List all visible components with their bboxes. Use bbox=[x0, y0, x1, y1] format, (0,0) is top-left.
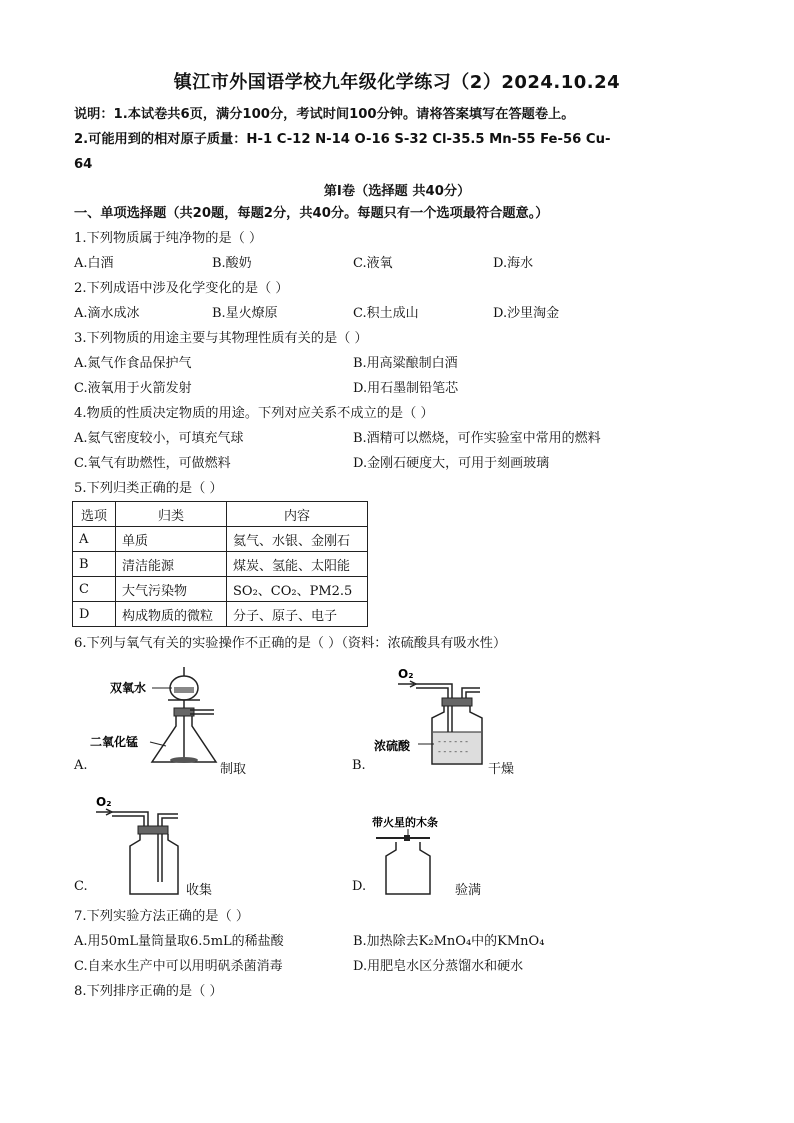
question-5-stem: 5.下列归类正确的是（ ） bbox=[74, 481, 223, 496]
svg-text:- - - - - -: - - - - - - bbox=[438, 737, 469, 746]
table-row bbox=[73, 527, 368, 552]
question-3-option-d: D.用石墨制铅笔芯 bbox=[353, 381, 459, 396]
drying-bottle-apparatus bbox=[368, 660, 498, 772]
figure-a-caption: 制取 bbox=[220, 762, 247, 777]
question-7-option-a: A.用50mL量筒量取6.5mL的稀盐酸 bbox=[74, 934, 284, 949]
atomic-mass-note-cont: 64 bbox=[74, 157, 93, 172]
question-2-stem: 2.下列成语中涉及化学变化的是（ ） bbox=[74, 281, 289, 296]
question-6-stem: 6.下列与氧气有关的实验操作不正确的是（ ）（资料：浓硫酸具有吸水性） bbox=[74, 636, 507, 651]
figure-c-label: C. bbox=[74, 879, 88, 894]
volume-title: 第Ⅰ卷（选择题 共40分） bbox=[323, 184, 471, 199]
label-sulfuric-acid: 浓硫酸 bbox=[374, 739, 411, 753]
table-cell: D bbox=[73, 602, 116, 627]
page-title: 镇江市外国语学校九年级化学练习（2）2024.10.24 bbox=[173, 72, 621, 93]
question-1-option-a: A.白酒 bbox=[74, 256, 114, 271]
figure-a-label: A. bbox=[74, 758, 88, 773]
table-cell: 清洁能源 bbox=[116, 552, 227, 577]
question-7-stem: 7.下列实验方法正确的是（ ） bbox=[74, 909, 250, 924]
table-cell: A bbox=[73, 527, 116, 552]
figure-b-label: B. bbox=[352, 758, 366, 773]
label-glowing-splint: 带火星的木条 bbox=[372, 816, 438, 829]
table-cell: 构成物质的微粒 bbox=[116, 602, 227, 627]
table-row bbox=[73, 602, 368, 627]
table-cell: B bbox=[73, 552, 116, 577]
label-oxygen: O₂ bbox=[398, 667, 414, 681]
figure-d-label: D. bbox=[352, 879, 367, 894]
classification-table bbox=[72, 501, 368, 627]
question-2-option-a: A.滴水成冰 bbox=[74, 306, 140, 321]
table-cell: 大气污染物 bbox=[116, 577, 227, 602]
question-2-option-b: B.星火燎原 bbox=[212, 306, 278, 321]
question-7-option-c: C.自来水生产中可以用明矾杀菌消毒 bbox=[74, 959, 283, 974]
question-4-option-d: D.金刚石硬度大，可用于刻画玻璃 bbox=[353, 456, 550, 471]
table-cell: 分子、原子、电子 bbox=[227, 602, 368, 627]
table-cell: 单质 bbox=[116, 527, 227, 552]
table-header: 归类 bbox=[116, 502, 227, 527]
question-2-option-c: C.积土成山 bbox=[353, 306, 419, 321]
table-header-row bbox=[73, 502, 368, 527]
table-header: 选项 bbox=[73, 502, 116, 527]
section-heading: 一、单项选择题（共20题，每题2分，共40分。每题只有一个选项最符合题意。） bbox=[74, 206, 549, 221]
table-row bbox=[73, 577, 368, 602]
question-1-stem: 1.下列物质属于纯净物的是（ ） bbox=[74, 231, 263, 246]
atomic-mass-note: 2.可能用到的相对原子质量：H-1 C-12 N-14 O-16 S-32 Cl-35.5 Mn-55 Fe-56 Cu- bbox=[74, 132, 611, 147]
question-7-option-d: D.用肥皂水区分蒸馏水和硬水 bbox=[353, 959, 524, 974]
table-header: 内容 bbox=[227, 502, 368, 527]
question-4-option-c: C.氧气有助燃性，可做燃料 bbox=[74, 456, 231, 471]
figure-b-caption: 干燥 bbox=[488, 762, 515, 777]
table-cell: C bbox=[73, 577, 116, 602]
question-1-option-c: C.液氧 bbox=[353, 256, 393, 271]
figure-d-caption: 验满 bbox=[455, 883, 482, 898]
table-cell: 氦气、水银、金刚石 bbox=[227, 527, 368, 552]
table-cell: 煤炭、氢能、太阳能 bbox=[227, 552, 368, 577]
figure-c-caption: 收集 bbox=[186, 883, 213, 898]
table-cell: SO₂、CO₂、PM2.5 bbox=[227, 577, 368, 602]
question-3-option-c: C.液氧用于火箭发射 bbox=[74, 381, 192, 396]
question-7-option-b: B.加热除去K₂MnO₄中的KMnO₄ bbox=[353, 934, 545, 949]
question-3-stem: 3.下列物质的用途主要与其物理性质有关的是（ ） bbox=[74, 331, 368, 346]
question-1-option-b: B.酸奶 bbox=[212, 256, 252, 271]
question-2-option-d: D.沙里淘金 bbox=[493, 306, 560, 321]
question-3-option-b: B.用高粱酿制白酒 bbox=[353, 356, 458, 371]
question-4-option-b: B.酒精可以燃烧，可作实验室中常用的燃料 bbox=[353, 431, 601, 446]
question-4-option-a: A.氦气密度较小，可填充气球 bbox=[74, 431, 244, 446]
label-manganese-dioxide: 二氧化锰 bbox=[90, 735, 139, 749]
question-3-option-a: A.氮气作食品保护气 bbox=[74, 356, 192, 371]
label-hydrogen-peroxide: 双氧水 bbox=[110, 681, 147, 695]
question-8-stem: 8.下列排序正确的是（ ） bbox=[74, 984, 223, 999]
table-row bbox=[73, 552, 368, 577]
question-4-stem: 4.物质的性质决定物质的用途。下列对应关系不成立的是（ ） bbox=[74, 406, 434, 421]
instructions-note: 说明：1.本试卷共6页，满分100分，考试时间100分钟。请将答案填写在答题卷上。 bbox=[74, 107, 575, 122]
question-1-option-d: D.海水 bbox=[493, 256, 534, 271]
svg-text:- - - - - -: - - - - - - bbox=[438, 747, 469, 756]
label-oxygen: O₂ bbox=[96, 795, 112, 809]
